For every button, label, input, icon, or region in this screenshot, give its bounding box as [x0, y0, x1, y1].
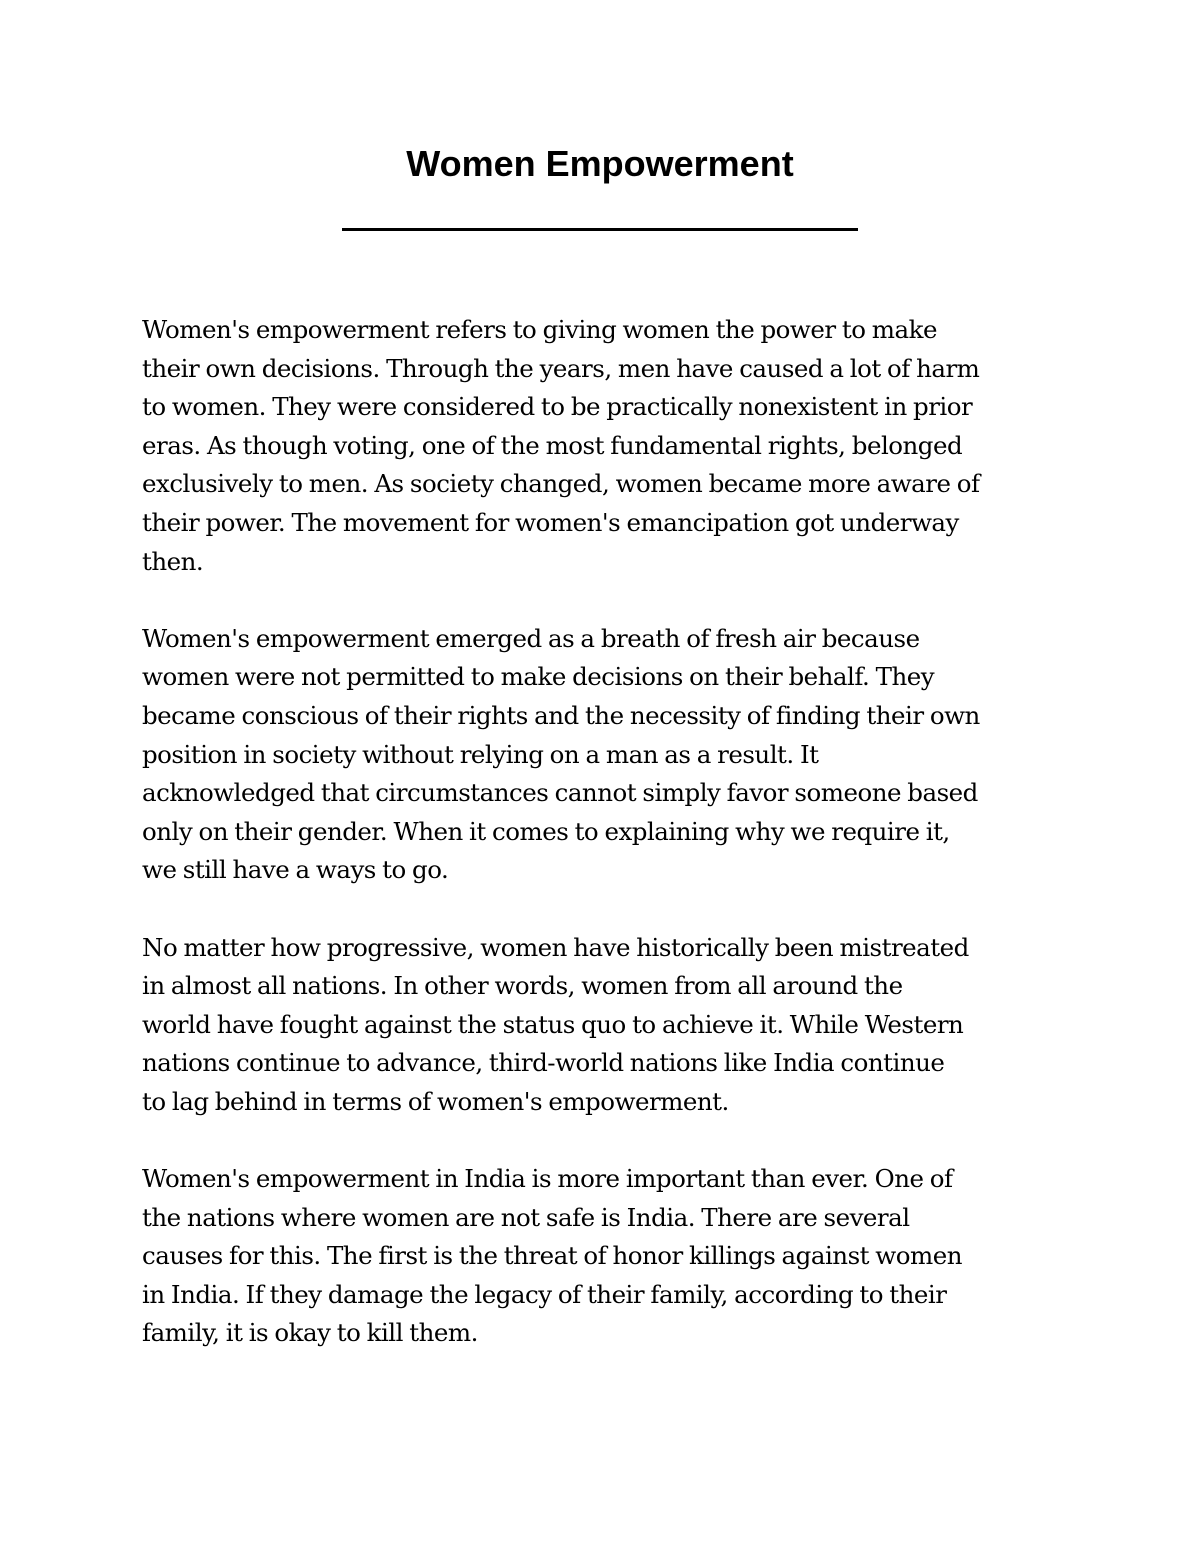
paragraph-line: we still have a ways to go.: [142, 855, 449, 885]
paragraph-4: [142, 1160, 1072, 1353]
paragraph-1: [142, 311, 1072, 581]
paragraph-line: only on their gender. When it comes to explaining why we require it,: [142, 816, 950, 846]
paragraph-line: to lag behind in terms of women's empowerment.: [142, 1086, 729, 1116]
paragraph-line: No matter how progressive, women have historically been mistreated: [142, 932, 969, 962]
paragraph-line: their own decisions. Through the years, men have caused a lot of harm: [142, 353, 980, 383]
paragraph-line: causes for this. The first is the threat of honor killings against women: [142, 1241, 963, 1271]
paragraph-line: in almost all nations. In other words, women from all around the: [142, 971, 903, 1001]
paragraph-line: to women. They were considered to be practically nonexistent in prior: [142, 392, 973, 422]
title-underline-rule: [342, 228, 858, 231]
document-title: Women Empowerment: [406, 143, 794, 184]
paragraph-line: Women's empowerment in India is more important than ever. One of: [142, 1164, 953, 1194]
paragraph-line: women were not permitted to make decisions on their behalf. They: [142, 662, 935, 692]
paragraph-3: [142, 929, 1072, 1122]
paragraph-line: nations continue to advance, third-world nations like India continue: [142, 1048, 945, 1078]
paragraph-line: in India. If they damage the legacy of their family, according to their: [142, 1279, 947, 1309]
paragraph-line: world have fought against the status quo to achieve it. While Western: [142, 1009, 964, 1039]
paragraph-line: the nations where women are not safe is India. There are several: [142, 1202, 910, 1232]
paragraph-2: [142, 620, 1072, 890]
paragraph-line: their power. The movement for women's emancipation got underway: [142, 507, 959, 537]
paragraph-line: acknowledged that circumstances cannot simply favor someone based: [142, 778, 978, 808]
paragraph-line: Women's empowerment refers to giving women the power to make: [142, 315, 937, 344]
document-body: [142, 311, 1072, 1392]
paragraph-line: became conscious of their rights and the necessity of finding their own: [142, 700, 980, 730]
paragraph-line: position in society without relying on a man as a result. It: [142, 739, 819, 769]
paragraph-line: family, it is okay to kill them.: [142, 1318, 478, 1348]
paragraph-line: then.: [142, 546, 204, 576]
paragraph-line: eras. As though voting, one of the most fundamental rights, belonged: [142, 430, 963, 460]
paragraph-line: Women's empowerment emerged as a breath of fresh air because: [142, 623, 920, 653]
paragraph-line: exclusively to men. As society changed, women became more aware of: [142, 469, 980, 499]
